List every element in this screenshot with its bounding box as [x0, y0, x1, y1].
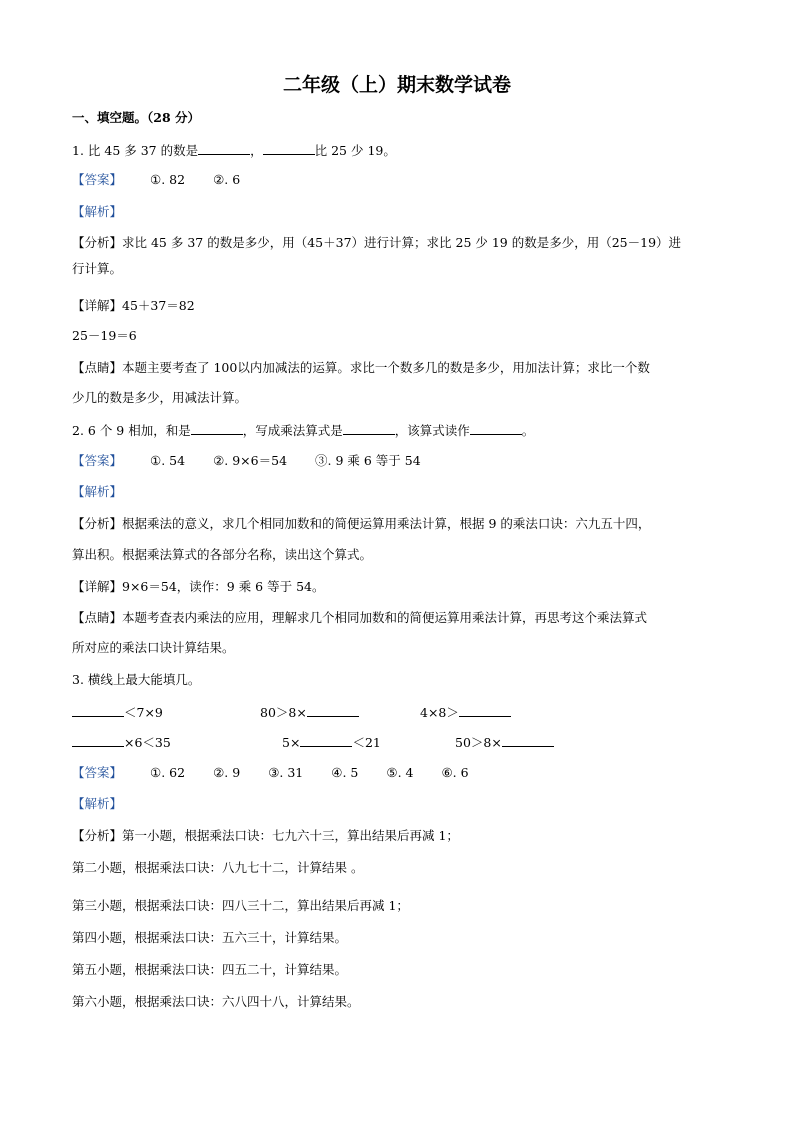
document-line — [72, 110, 200, 126]
text-segment: 25－19＝6 — [72, 328, 137, 343]
document-line — [72, 172, 240, 188]
expression-cell — [260, 704, 359, 721]
answer-item: ①. 62 — [150, 765, 186, 780]
document-line — [72, 898, 409, 914]
section-label: 【解析】 — [72, 484, 123, 499]
answer-blank — [470, 422, 522, 435]
text-segment: 所对应的乘法口诀计算结果。 — [72, 640, 235, 655]
text-segment: 5× — [282, 735, 301, 750]
document-line — [72, 640, 235, 656]
text-segment: 【分析】根据乘法的意义，求几个相同加数和的简便运算用乘法计算，根据 9 的乘法口诀：六九五十四， — [72, 516, 651, 531]
expression-cell — [420, 704, 511, 721]
document-line — [72, 796, 122, 812]
answer-blank — [343, 422, 395, 435]
text-segment: 【分析】第一小题，根据乘法口诀：七九六十三，算出结果后再减 1； — [72, 828, 459, 843]
answer-item: ②. 6 — [213, 172, 241, 187]
text-segment: 第四小题，根据乘法口诀：五六三十，计算结果。 — [72, 930, 348, 945]
text-segment: 行计算。 — [72, 261, 123, 276]
answer-item: ⑥. 6 — [441, 765, 469, 780]
document-line — [72, 672, 200, 688]
expression-cell — [282, 734, 381, 751]
text-segment: ＜7×9 — [124, 705, 163, 720]
text-segment: 第六小题，根据乘法口诀：六八四十八，计算结果。 — [72, 994, 360, 1009]
document-line — [72, 610, 647, 626]
answer-item: ⑤. 4 — [386, 765, 414, 780]
text-segment: 。 — [521, 423, 535, 438]
text-segment: 1. 比 45 多 37 的数是 — [72, 143, 199, 158]
answer-item: ③. 9 乘 6 等于 54 — [315, 453, 421, 468]
section-label: 【答案】 — [72, 172, 123, 187]
document-line — [72, 328, 137, 344]
answer-blank — [459, 704, 511, 717]
answer-item: ①. 54 — [150, 453, 186, 468]
expression-cell — [72, 704, 163, 721]
document-line — [72, 261, 122, 277]
document-line — [72, 204, 122, 220]
text-segment: 【详解】9×6＝54，读作：9 乘 6 等于 54。 — [72, 579, 325, 594]
document-line — [72, 453, 421, 469]
text-segment: 【点睛】本题考查表内乘法的应用，理解求几个相同加数和的简便运算用乘法计算，再思考这个乘法算式 — [72, 610, 648, 625]
answer-blank — [72, 734, 124, 747]
text-segment: 算出积。根据乘法算式的各部分名称，读出这个算式。 — [72, 547, 373, 562]
answer-blank — [263, 142, 315, 155]
text-segment: 【点睛】本题主要考查了 100以内加减法的运算。求比一个数多几的数是多少，用加法计算；求比一个数 — [72, 360, 650, 375]
document-line — [72, 422, 534, 439]
answer-blank — [502, 734, 554, 747]
document-line — [72, 235, 681, 251]
text-segment: ＜21 — [352, 735, 381, 750]
answer-item: ③. 31 — [268, 765, 304, 780]
answer-blank — [300, 734, 352, 747]
answer-blank — [72, 704, 124, 717]
text-segment: 3. 横线上最大能填几。 — [72, 672, 201, 687]
document-line — [72, 390, 247, 406]
text-segment: 2. 6 个 9 相加，和是 — [72, 423, 191, 438]
document-line — [72, 484, 122, 500]
text-segment: 【分析】求比 45 多 37 的数是多少，用（45＋37）进行计算；求比 25 少 19 的数是多少，用（25－19）进 — [72, 235, 682, 250]
text-segment: ，写成乘法算式是 — [242, 423, 343, 438]
section-label: 【答案】 — [72, 453, 123, 468]
text-segment: ×6＜35 — [124, 735, 171, 750]
document-line — [72, 579, 325, 595]
answer-blank — [198, 142, 250, 155]
section-label: 【解析】 — [72, 204, 123, 219]
text-segment: 80＞8× — [260, 705, 307, 720]
answer-item: ②. 9 — [213, 765, 241, 780]
document-line — [72, 360, 650, 376]
text-segment: 第二小题，根据乘法口诀：八九七十二，计算结果 。 — [72, 860, 364, 875]
expression-cell — [72, 734, 171, 751]
answer-blank — [307, 704, 359, 717]
answer-blank — [191, 422, 243, 435]
document-line — [72, 860, 363, 876]
document-line — [72, 142, 396, 159]
section-label: 【答案】 — [72, 765, 123, 780]
document-line — [72, 765, 469, 781]
document-line — [72, 962, 347, 978]
text-segment: 少几的数是多少，用减法计算。 — [72, 390, 248, 405]
document-line — [72, 930, 347, 946]
section-heading: 一、填空题。（28 分） — [72, 110, 200, 125]
document-line — [72, 994, 360, 1010]
text-segment: 比 25 少 19。 — [314, 143, 396, 158]
answer-item: ②. 9×6＝54 — [213, 453, 288, 468]
document-line — [72, 828, 459, 844]
text-segment: 第五小题，根据乘法口诀：四五二十，计算结果。 — [72, 962, 348, 977]
text-segment: 50＞8× — [455, 735, 502, 750]
answer-item: ①. 82 — [150, 172, 186, 187]
page-title: 二年级（上）期末数学试卷 — [282, 74, 511, 96]
document-line — [72, 516, 650, 532]
section-label: 【解析】 — [72, 796, 123, 811]
text-segment: ，该算式读作 — [394, 423, 470, 438]
text-segment: ， — [250, 143, 263, 158]
answer-item: ④. 5 — [331, 765, 359, 780]
document-line — [72, 547, 372, 563]
document-line — [72, 298, 195, 314]
expression-cell — [455, 734, 554, 751]
text-segment: 【详解】45＋37＝82 — [72, 298, 195, 313]
text-segment: 4×8＞ — [420, 705, 459, 720]
text-segment: 第三小题，根据乘法口诀：四八三十二，算出结果后再减 1； — [72, 898, 409, 913]
